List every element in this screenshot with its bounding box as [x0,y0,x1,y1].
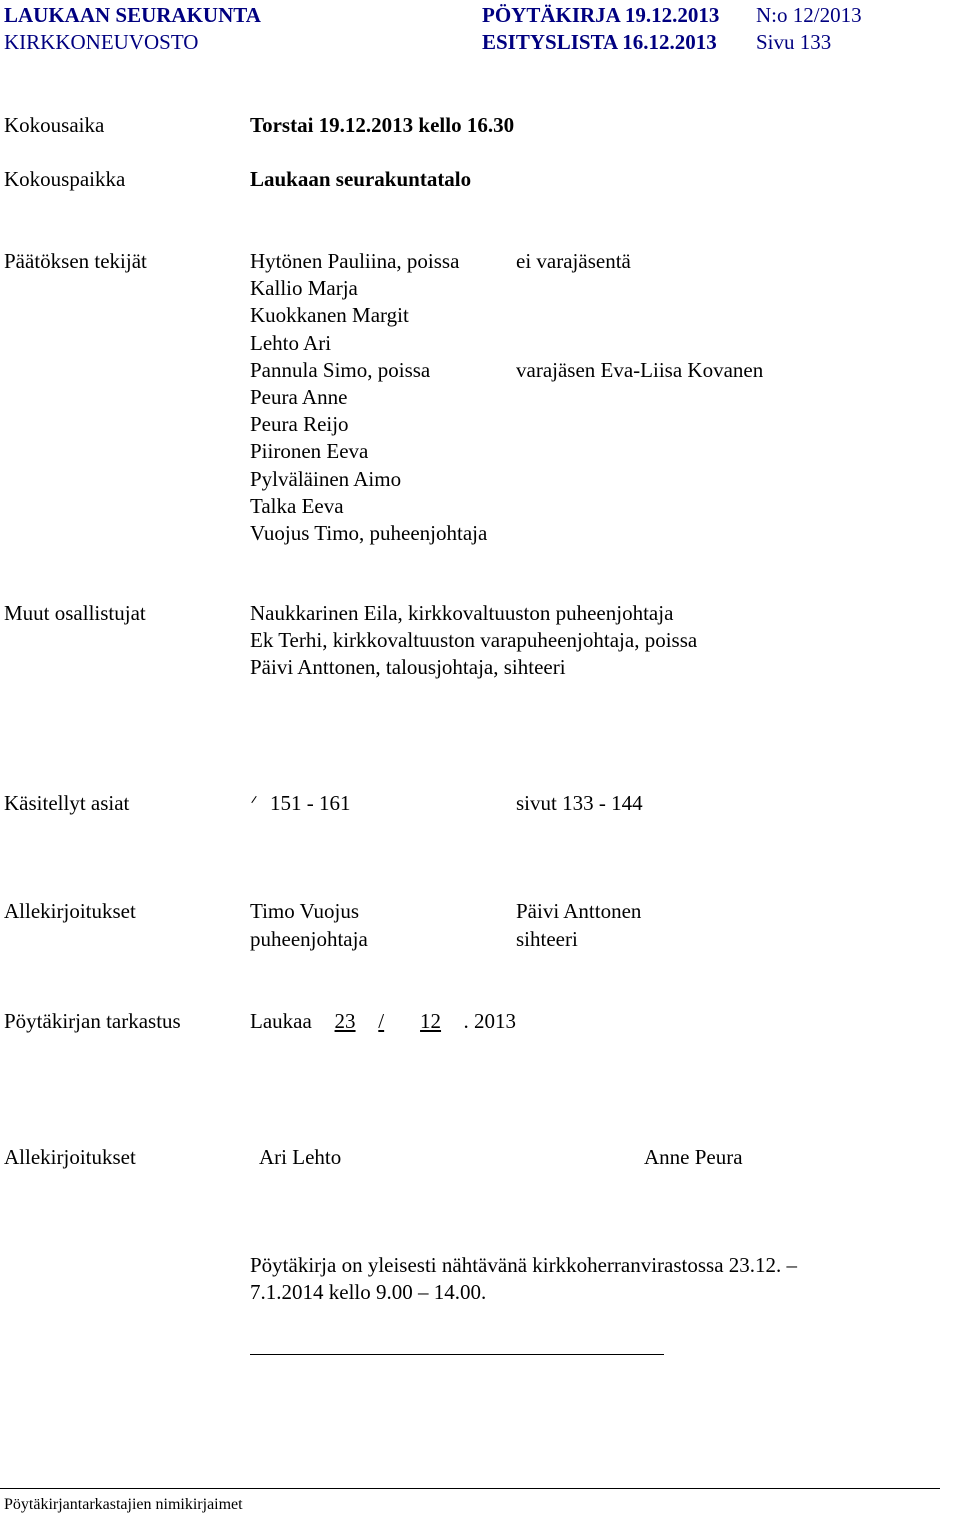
inspection-month: 12 [420,1009,442,1033]
inspection-date [250,1008,516,1035]
member-name: Talka Eeva [250,493,344,518]
meeting-time-label: Kokousaika [4,113,105,137]
meeting-place-value: Laukaan seurakuntatalo [250,167,472,191]
member-name: Pylväläinen Aimo [250,466,402,491]
signature-line [250,1354,664,1355]
items-handled-pages: sivut 133 - 144 [516,791,643,815]
items-handled-range: 151 - 161 [270,791,351,815]
member-name: Kuokkanen Margit [250,303,409,328]
footer-rule [0,1488,940,1489]
member-name: Vuojus Timo, puheenjohtaja [250,521,488,545]
header-agenda: ESITYSLISTA 16.12.2013 [482,30,717,54]
inspector2-name: Anne Peura [644,1145,743,1169]
footer-text: Pöytäkirjantarkastajien nimikirjaimet [4,1496,243,1513]
member-name: Lehto Ari [250,330,332,355]
member-name: Piironen Eeva [250,439,369,464]
meeting-time-value: Torstai 19.12.2013 kello 16.30 [250,113,515,137]
member-note: varajäsen Eva-Liisa Kovanen [516,357,764,382]
public-notice-line1: Pöytäkirja on yleisesti nähtävänä kirkkoherranvirastossa 23.12. – [250,1253,798,1277]
inspection-day: 23 [334,1009,356,1033]
meeting-place-label: Kokouspaikka [4,167,126,191]
others-label: Muut osallistujat [4,601,146,625]
others-item: Ek Terhi, kirkkovaltuuston varapuheenjohtaja, poissa [250,628,698,652]
decision-makers-label: Päätöksen tekijät [4,249,147,273]
others-item: Naukkarinen Eila, kirkkovaltuuston puheenjohtaja [250,601,674,625]
signatures-label: Allekirjoitukset [4,899,136,923]
header-body: KIRKKONEUVOSTO [4,30,199,54]
secretary-role: sihteeri [516,927,578,951]
header-number: N:o 12/2013 [756,3,862,27]
member-name: Pannula Simo, poissa [250,357,431,382]
others-item: Päivi Anttonen, talousjohtaja, sihteeri [250,655,566,679]
member-name: Peura Anne [250,385,348,409]
items-handled-label: Käsitellyt asiat [4,791,130,815]
inspection-label: Pöytäkirjan tarkastus [4,1009,181,1033]
inspector1-name: Ari Lehto [259,1145,342,1169]
inspection-place: Laukaa [250,1009,312,1033]
inspection-slash: / [378,1009,385,1033]
secretary-name: Päivi Anttonen [516,899,642,923]
public-notice-line2: 7.1.2014 kello 9.00 – 14.00. [250,1280,487,1304]
member-name: Kallio Marja [250,276,358,301]
member-note: ei varajäsentä [516,249,631,273]
header-org: LAUKAAN SEURAKUNTA [4,3,261,27]
member-name: Hytönen Pauliina, poissa [250,249,460,273]
header-page: Sivu 133 [756,30,832,54]
inspection-year: . 2013 [463,1009,517,1033]
signatures2-label: Allekirjoitukset [4,1145,136,1169]
chair-role: puheenjohtaja [250,927,368,951]
chair-name: Timo Vuojus [250,899,360,923]
header-minutes: PÖYTÄKIRJA 19.12.2013 [482,3,720,27]
member-name: Peura Reijo [250,412,349,437]
handwritten-tick [251,796,256,803]
